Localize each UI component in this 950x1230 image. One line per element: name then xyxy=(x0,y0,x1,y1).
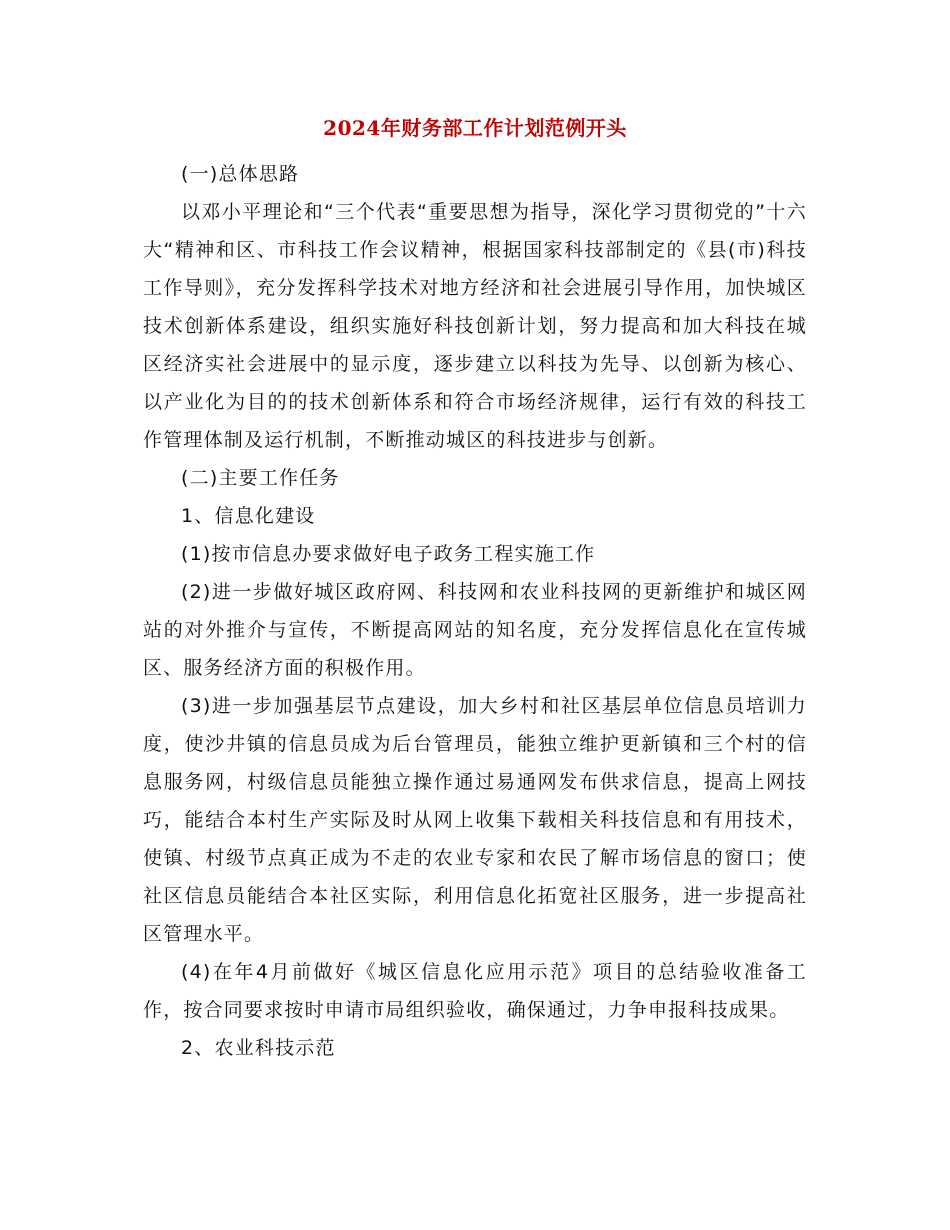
task-item-2: (2)进一步做好城区政府网、科技网和农业科技网的更新维护和城区网站的对外推介与宣传，不断提高网站的知名度，充分发挥信息化在宣传城区、服务经济方面的积极作用。 xyxy=(143,581,807,679)
task-item-4: (4)在年4月前做好《城区信息化应用示范》项目的总结验收准备工作，按合同要求按时申请市局组织验收，确保通过，力争申报科技成果。 xyxy=(143,961,807,1021)
section-heading-overall-approach: (一)总体思路 xyxy=(181,163,300,185)
task-item-1: (1)按市信息办要求做好电子政务工程实施工作 xyxy=(181,543,596,565)
subheading-informatization: 1、信息化建设 xyxy=(181,505,316,527)
task-item-3: (3)进一步加强基层节点建设，加大乡村和社区基层单位信息员培训力度，使沙井镇的信息员成为后台管理员，能独立维护更新镇和三个村的信息服务网，村级信息员能独立操作通过易通网发布供求信息，提高上网技巧，能结合本村生产实际及时从网上收集下载相关科技信息和有用技术，使镇、村级节点真正成为不走的农业专家和农民了解市场信息的窗口；使社区信息员能结合本社区实际，利用信息化拓宽社区服务，进一步提高社区管理水平。 xyxy=(143,695,807,945)
section-heading-main-tasks: (二)主要工作任务 xyxy=(181,467,340,489)
subheading-agri-tech-demo: 2、农业科技示范 xyxy=(181,1037,336,1059)
document-body xyxy=(143,155,807,1067)
paragraph-overall-approach: 以邓小平理论和“三个代表“重要思想为指导，深化学习贯彻党的”十六大“精神和区、市科技工作会议精神，根据国家科技部制定的《县(市)科技工作导则》，充分发挥科学技术对地方经济和社会进展引导作用，加快城区技术创新体系建设，组织实施好科技创新计划，努力提高和加大科技在城区经济实社会进展中的显示度，逐步建立以科技为先导、以创新为核心、以产业化为目的的技术创新体系和符合市场经济规律，运行有效的科技工作管理体制及运行机制，不断推动城区的科技进步与创新。 xyxy=(143,201,807,451)
document-title: 2024年财务部工作计划范例开头 xyxy=(323,116,627,140)
